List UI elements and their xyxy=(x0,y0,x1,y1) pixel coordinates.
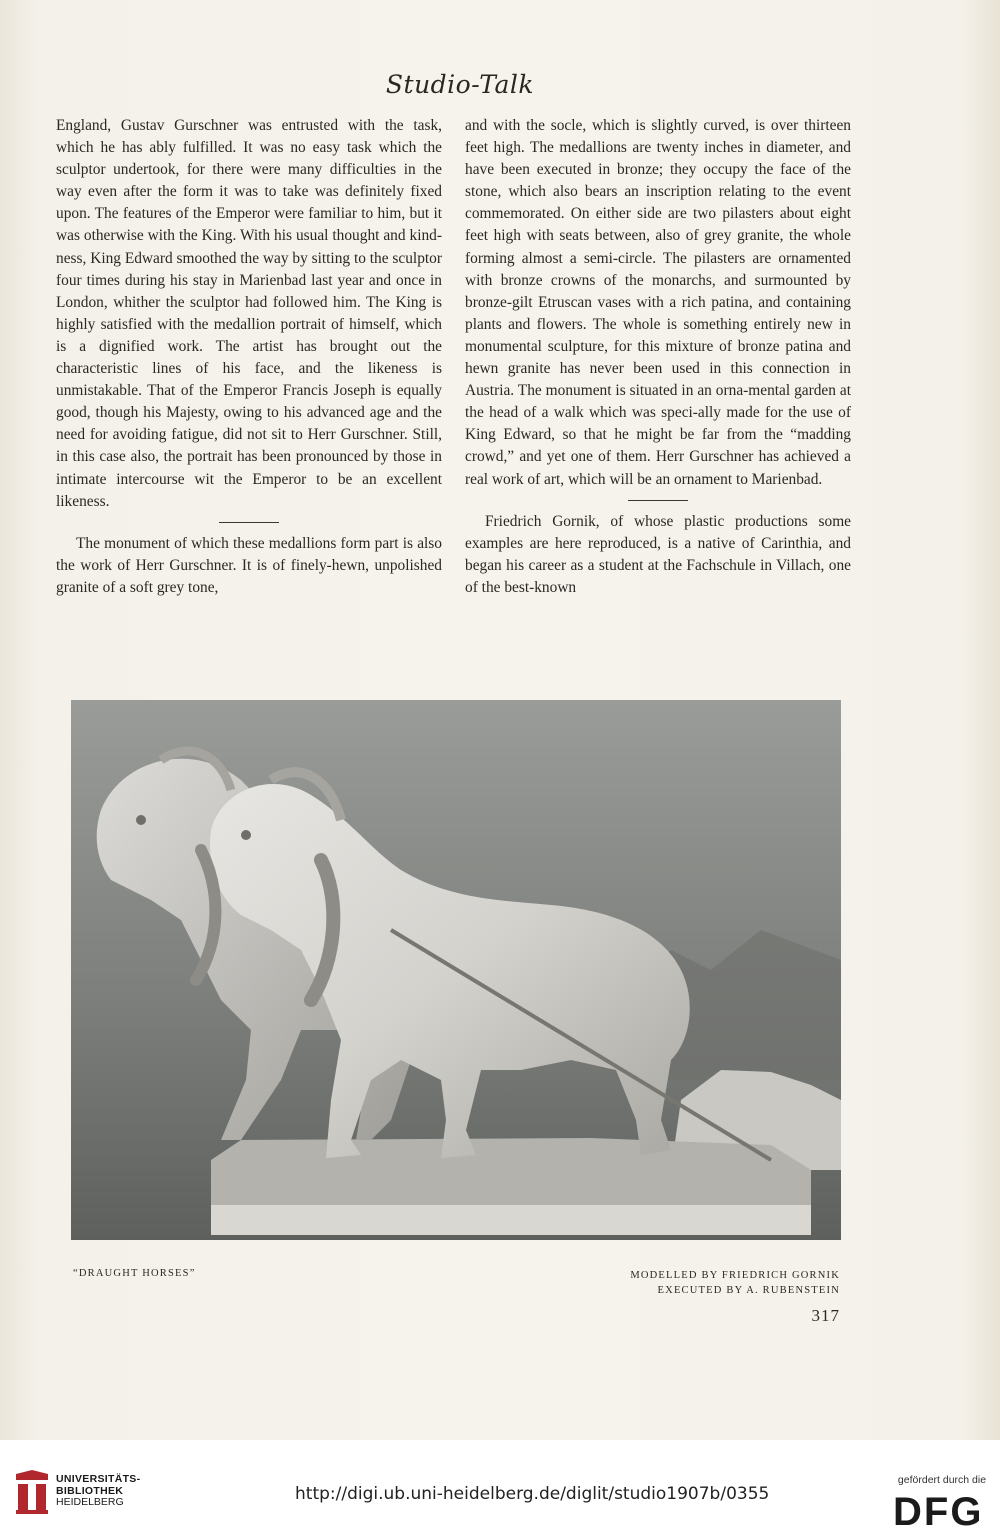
section-divider-right xyxy=(628,500,688,501)
library-name-line-3: HEIDELBERG xyxy=(56,1496,124,1508)
figure-credit-modelled: MODELLED BY FRIEDRICH GORNIK xyxy=(630,1270,840,1281)
left-column xyxy=(56,115,442,599)
left-paragraph-1: England, Gustav Gurschner was entrusted with the task, which he has ably fulfilled. It was no easy task which the sculptor undertook, for there were many difficulties in the way even after the form it was to take was definitely fixed upon. The features of the Emperor were familiar to him, but it was otherwise with the King. With his usual thought and kind-ness, King Edward smoothed the way by sitting to the sculptor four times during his stay in Marienbad last year and once in London, whither the sculptor had followed him. The King is highly satisfied with the medallion portrait of himself, which is a dignified work. The artist has brought out the characteristic lines of his face, and the likeness is unmistakable. That of the Emperor Francis Joseph is equally good, though his Majesty, owing to his advanced age and the need for avoiding fatigue, did not sit to Herr Gurschner. Still, in this case also, the portrait has been pronounced by those in intimate intercourse wit the Emperor to be an excellent likeness. xyxy=(56,117,442,510)
figure-credit-executed: EXECUTED BY A. RUBENSTEIN xyxy=(657,1285,840,1296)
left-paragraph-2: The monument of which these medallions form part is also the work of Herr Gurschner. It is of finely-hewn, unpolished granite of a soft grey tone, xyxy=(56,534,442,596)
figure-caption-title: “DRAUGHT HORSES” xyxy=(73,1268,196,1279)
university-library-logo-icon xyxy=(14,1470,50,1514)
right-column xyxy=(465,115,851,599)
right-paragraph-2: Friedrich Gornik, of whose plastic productions some examples are here reproduced, is a native of Carinthia, and began his career as a student at the Fachschule in Villach, one of the best-known xyxy=(465,512,851,596)
permalink-url[interactable]: http://digi.ub.uni-heidelberg.de/diglit/studio1907b/0355 xyxy=(295,1484,770,1504)
page-number: 317 xyxy=(811,1306,840,1325)
funder-label: gefördert durch die xyxy=(897,1474,987,1486)
dfg-logo: DFG xyxy=(893,1490,984,1534)
library-name-line-2: BIBLIOTHEK xyxy=(56,1484,124,1497)
sculpture-illustration xyxy=(71,700,841,1240)
draught-horses-photograph xyxy=(71,700,841,1240)
section-divider-left xyxy=(219,522,279,523)
right-paragraph-1: and with the socle, which is slightly curved, is over thirteen feet high. The medallions are twenty inches in diameter, and have been executed in bronze; they occupy the face of the stone, which also bears an inscription relating to the event commemorated. On either side are two pilasters about eight feet high with seats between, also of grey granite, the whole forming almost a semi-circle. The pilasters are ornamented with bronze crowns of the monarchs, and surmounted by bronze-gilt Etruscan vases with a rich patina, and containing plants and flowers. The whole is something entirely new in monumental sculpture, for this mixture of bronze patina and hewn granite has never been used in this connection in Austria. The monument is situated in an orna-mental garden at the head of a walk which was speci-ally made for the use of King Edward, so that he might be far from the “madding crowd,” and yet one of them. Herr Gurschner has achieved a real work of art, which will be an ornament to Marienbad. xyxy=(465,117,851,488)
running-head: Studio-Talk xyxy=(385,70,535,99)
library-name-line-1: UNIVERSITÄTS- xyxy=(56,1473,141,1485)
figure-credit xyxy=(560,1268,840,1298)
library-name xyxy=(56,1474,140,1509)
